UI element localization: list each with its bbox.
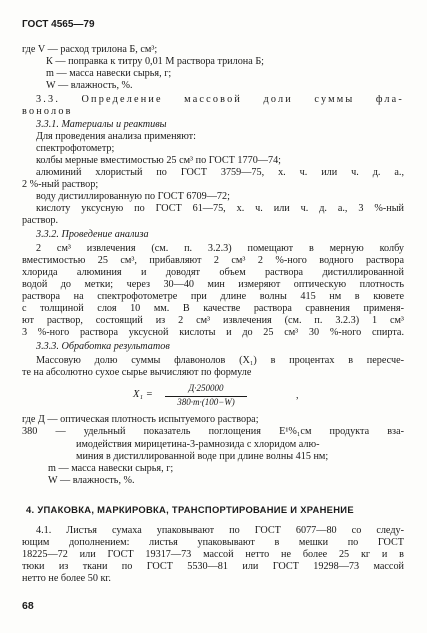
- document-header: ГОСТ 4565—79: [22, 19, 95, 30]
- text-line: 2 см³ извлечения (см. п. 3.2.3) помещают в мерную колбу: [36, 243, 404, 254]
- text-line: имодействия мирицетина-3-рамнозида с хлоридом алю-: [76, 439, 320, 450]
- text-line: 18225—72 или ГОСТ 19317—73 массой нетто не более 25 кг и в: [22, 549, 404, 560]
- text-line: вместимостью 25 см³, прибавляют 2 см³ 2 %-ного водного раствора: [22, 255, 404, 266]
- text-line: хлорида алюминия и доводят объем раствора дистиллированной: [22, 267, 404, 278]
- text-line: где Д — оптическая плотность испытуемого раствора;: [22, 414, 259, 425]
- text-line: где V — расход трилона Б, см³;: [22, 44, 158, 55]
- text-line: водой до метки; через 30—40 мин измеряют оптическую плотность: [22, 279, 404, 290]
- text-line: ющим дополнением: листья упаковывают в мешки по ГОСТ: [22, 537, 404, 548]
- text-line: раствор.: [22, 215, 59, 226]
- text-line: те на абсолютно сухое сырье вычисляют по формуле: [22, 367, 252, 378]
- text-line: W — влажность, %.: [48, 475, 135, 486]
- formula-denominator: 380·m·(100−W): [177, 397, 235, 407]
- chapter-heading: 4. УПАКОВКА, МАРКИРОВКА, ТРАНСПОРТИРОВАНИЕ И ХРАНЕНИЕ: [26, 504, 354, 515]
- text-line: нетто не более 50 кг.: [22, 573, 111, 584]
- text-line: m — масса навески сырья, г;: [48, 463, 174, 474]
- text-line: раствора на спектрофотометре при длине волны 415 нм в кювете: [22, 291, 404, 302]
- subsection-heading: 3.3.1. Материалы и реактивы: [36, 119, 167, 130]
- section-heading-cont: вонолов: [22, 106, 73, 117]
- text-line: 380 — удельный показатель поглощения E¹%₁см продукта вза-: [22, 426, 404, 437]
- formula-numerator: Д·250000: [188, 383, 224, 393]
- formula-lhs: X₁ =: [133, 389, 153, 400]
- text-line: ют раствор, состоящий из 2 см³ извлечения (см. п. 3.2.3) 1 см³: [22, 315, 404, 326]
- text-line: m — масса навески сырья, г;: [46, 68, 172, 79]
- text-line: 2 %-ный раствор;: [22, 179, 99, 190]
- formula-trail: ,: [296, 390, 299, 401]
- text-line: кислоту уксусную по ГОСТ 61—75, х. ч. или ч. д. а., 3 %-ный: [36, 203, 404, 214]
- text-line: Для проведения анализа применяют:: [36, 131, 196, 142]
- text-line: Массовую долю суммы флавонолов (X₁) в процентах в пересче-: [36, 355, 404, 366]
- subsection-heading: 3.3.2. Проведение анализа: [36, 229, 149, 240]
- text-line: тюки из ткани по ГОСТ 5530—81 или ГОСТ 19298—73 массой: [22, 561, 404, 572]
- text-line: К — поправка к титру 0,01 М раствора трилона Б;: [46, 56, 265, 67]
- text-line: воду дистиллированную по ГОСТ 6709—72;: [36, 191, 230, 202]
- section-heading: 3.3. Определение массовой доли суммы фла-: [36, 94, 404, 105]
- text-line: миния в дистиллированной воде при длине волны 415 нм;: [76, 451, 329, 462]
- text-line: спектрофотометр;: [36, 143, 115, 154]
- text-line: W — влажность, %.: [46, 80, 133, 91]
- text-line: 3 %-ного раствора уксусной кислоты и до 25 см³ 30 %-ного спирта.: [22, 327, 404, 338]
- text-line: алюминий хлористый по ГОСТ 3759—75, х. ч. или ч. д. а.,: [36, 167, 404, 178]
- subsection-heading: 3.3.3. Обработка результатов: [36, 341, 170, 352]
- page-number: 68: [22, 600, 34, 612]
- text-line: колбы мерные вместимостью 25 см³ по ГОСТ 1770—74;: [36, 155, 281, 166]
- text-line: 4.1. Листья сумаха упаковывают по ГОСТ 6077—80 со следу-: [36, 525, 404, 536]
- text-line: с толщиной слоя 10 мм. В качестве раствора сравнения применя-: [22, 303, 404, 314]
